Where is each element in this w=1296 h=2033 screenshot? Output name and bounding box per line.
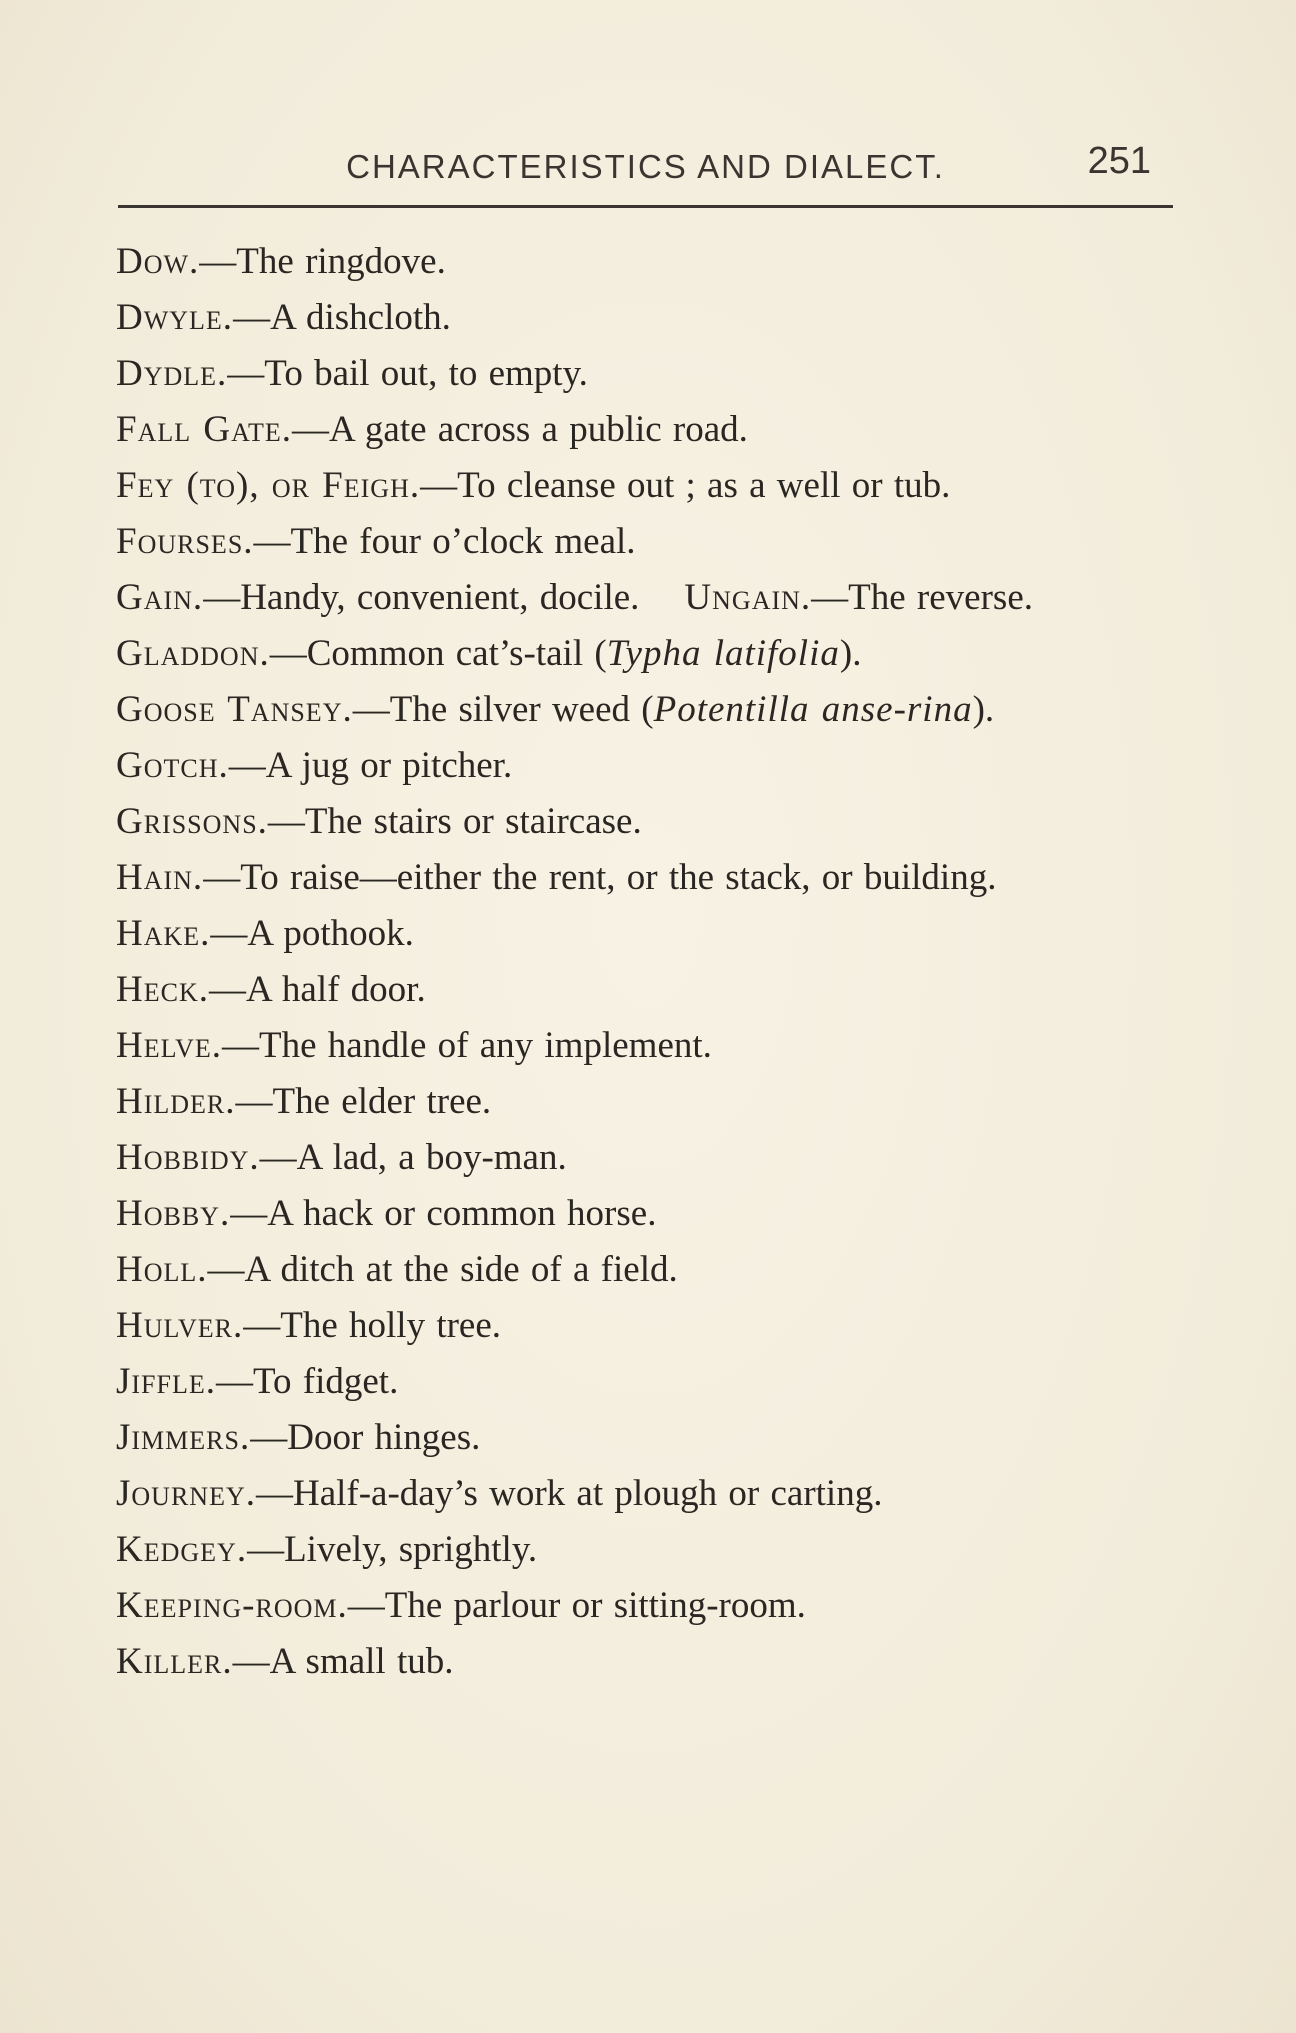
page-number: 251 (1087, 140, 1151, 182)
entry-definition: A dishcloth. (270, 297, 451, 338)
entry-term: Hulver. (116, 1305, 244, 1346)
entry-definition: The ringdove. (236, 241, 446, 282)
entry-term: Gladdon. (116, 633, 270, 674)
entry-definition-end: ). (972, 689, 995, 730)
entry-definition: The stairs or staircase. (304, 801, 642, 842)
entry-definition: To raise—either the rent, or the stack, or building. (240, 857, 997, 898)
glossary-entry: Gain.—Handy, convenient, docile. Ungain.—The reverse. (116, 577, 1033, 618)
latin-name: Potentilla anse-rina (653, 689, 973, 730)
glossary-entry: Goose Tansey.—The silver weed (Potentilla anse-rina). (116, 689, 995, 730)
entry-definition: The elder tree. (272, 1081, 492, 1122)
entry-term: Fall Gate. (116, 409, 292, 450)
entry-term: Fourses. (116, 521, 254, 562)
glossary-entry: Helve.—The handle of any implement. (116, 1025, 712, 1066)
glossary-entry: Hobbidy.—A lad, a boy-man. (116, 1137, 567, 1178)
glossary-entry: Hake.—A pothook. (116, 913, 414, 954)
glossary-entry: Keeping-room.—The parlour or sitting-room. (116, 1585, 806, 1626)
entry-term: Fey (to), or Feigh. (116, 465, 421, 506)
entry-definition: The four o’clock meal. (290, 521, 636, 562)
glossary-entry: Kedgey.—Lively, sprightly. (116, 1529, 538, 1570)
entry-definition: The handle of any implement. (259, 1025, 712, 1066)
entry-definition: A jug or pitcher. (265, 745, 513, 786)
entry-term: Journey. (116, 1473, 256, 1514)
glossary-entry: Jimmers.—Door hinges. (116, 1417, 481, 1458)
entry-definition: To cleanse out ; as a well or tub. (457, 465, 951, 506)
entry-definition: Handy, convenient, docile. (240, 577, 640, 618)
glossary-entry: Gladdon.—Common cat’s-tail (Typha latifolia). (116, 633, 862, 674)
glossary-entry: Hain.—To raise—either the rent, or the stack, or building. (116, 857, 997, 898)
entry-definition-end: ). (839, 633, 862, 674)
entry-term: Grissons. (116, 801, 268, 842)
entry-definition: A lad, a boy-man. (296, 1137, 567, 1178)
entry-term: Kedgey. (116, 1529, 248, 1570)
glossary-entry: Grissons.—The stairs or staircase. (116, 801, 642, 842)
latin-name: Typha latifolia (606, 633, 840, 674)
entry-term: Gain. (116, 577, 204, 618)
entry-definition: A hack or common horse. (267, 1193, 657, 1234)
entry-definition: A pothook. (247, 913, 414, 954)
glossary-entry: Hulver.—The holly tree. (116, 1305, 502, 1346)
entry-definition: To fidget. (253, 1361, 399, 1402)
entry-term: Hake. (116, 913, 211, 954)
glossary-entry: Killer.—A small tub. (116, 1641, 454, 1682)
entry-definition: The parlour or sitting-room. (384, 1585, 806, 1626)
entry-term: Goose Tansey. (116, 689, 353, 730)
glossary-entry: Fey (to), or Feigh.—To cleanse out ; as a well or tub. (116, 465, 951, 506)
entry-term: Dwyle. (116, 297, 234, 338)
glossary-entry: Hobby.—A hack or common horse. (116, 1193, 657, 1234)
entry-term: Heck. (116, 969, 209, 1010)
entry-definition: Common cat’s-tail ( (306, 633, 607, 674)
glossary-entry: Dow.—The ringdove. (116, 241, 446, 282)
entry-term: Hobbidy. (116, 1137, 260, 1178)
entry-definition-secondary: The reverse. (848, 577, 1033, 618)
glossary-entry: Journey.—Half-a-day’s work at plough or carting. (116, 1473, 883, 1514)
header-rule (118, 205, 1173, 208)
entry-definition: A half door. (245, 969, 426, 1010)
glossary-entry: Dwyle.—A dishcloth. (116, 297, 451, 338)
entry-term: Jimmers. (116, 1417, 251, 1458)
entry-term: Hobby. (116, 1193, 231, 1234)
glossary-entry: Holl.—A ditch at the side of a field. (116, 1249, 678, 1290)
entry-term: Holl. (116, 1249, 208, 1290)
glossary-entry: Hilder.—The elder tree. (116, 1081, 492, 1122)
glossary-entry: Heck.—A half door. (116, 969, 426, 1010)
entry-definition: Lively, sprightly. (284, 1529, 538, 1570)
entry-definition: The holly tree. (280, 1305, 502, 1346)
entry-definition: To bail out, to empty. (264, 353, 588, 394)
entry-term: Helve. (116, 1025, 223, 1066)
entry-term: Hain. (116, 857, 204, 898)
glossary-entry: Gotch.—A jug or pitcher. (116, 745, 513, 786)
entry-definition: Half-a-day’s work at plough or carting. (292, 1473, 883, 1514)
entry-term: Gotch. (116, 745, 229, 786)
entry-definition: A gate across a public road. (329, 409, 748, 450)
entry-term-secondary: Ungain. (684, 577, 812, 618)
glossary-list (116, 234, 1176, 1690)
entry-term: Hilder. (116, 1081, 236, 1122)
glossary-entry: Fourses.—The four o’clock meal. (116, 521, 636, 562)
running-head: CHARACTERISTICS AND DIALECT. (346, 148, 945, 185)
page-header (118, 140, 1173, 200)
entry-term: Dydle. (116, 353, 228, 394)
entry-term: Jiffle. (116, 1361, 216, 1402)
glossary-entry: Fall Gate.—A gate across a public road. (116, 409, 748, 450)
entry-term: Keeping-room. (116, 1585, 348, 1626)
entry-term: Dow. (116, 241, 200, 282)
entry-definition: The silver weed ( (389, 689, 654, 730)
entry-definition: Door hinges. (287, 1417, 481, 1458)
entry-term: Killer. (116, 1641, 233, 1682)
glossary-entry: Dydle.—To bail out, to empty. (116, 353, 588, 394)
entry-definition: A small tub. (269, 1641, 454, 1682)
glossary-entry: Jiffle.—To fidget. (116, 1361, 399, 1402)
entry-definition: A ditch at the side of a field. (244, 1249, 678, 1290)
